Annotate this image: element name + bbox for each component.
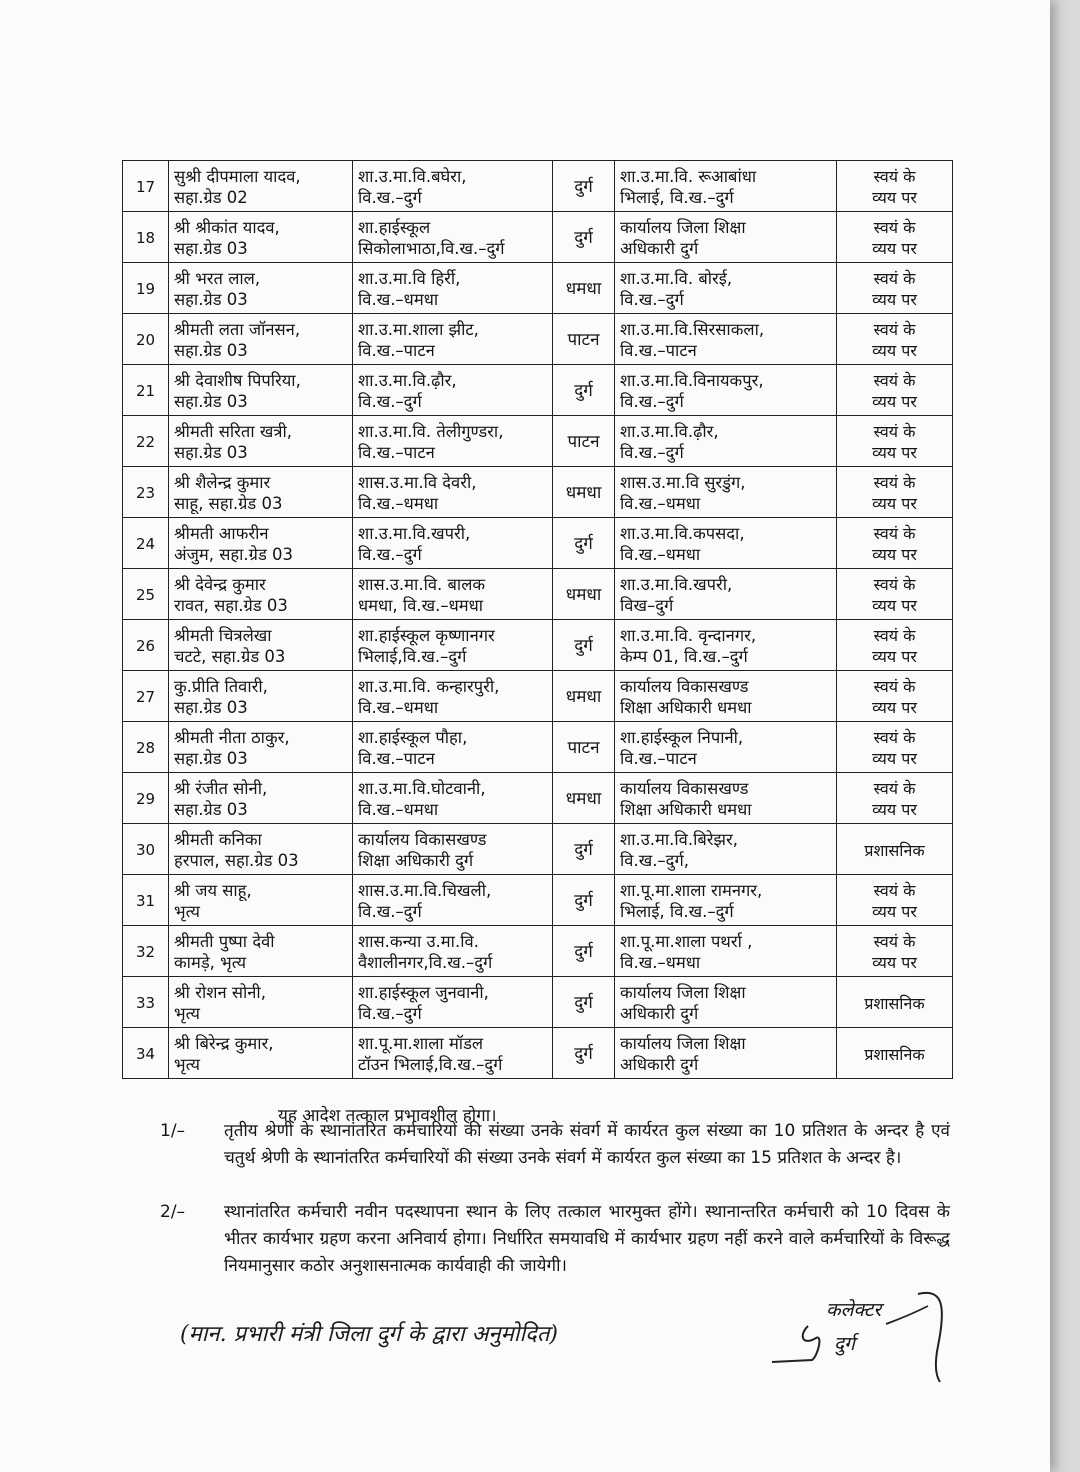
cell-line: श्री श्रीकांत यादव, bbox=[174, 218, 280, 237]
cell-line: श्री देवाशीष पिपरिया, bbox=[174, 371, 301, 390]
new-posting-cell bbox=[615, 569, 837, 620]
table-row bbox=[123, 620, 953, 671]
employee-name-cell bbox=[169, 620, 353, 671]
current-posting-cell bbox=[353, 671, 553, 722]
cell-line: शिक्षा अधिकारी धमधा bbox=[620, 800, 752, 819]
transfer-reason-cell bbox=[837, 875, 953, 926]
note-1 bbox=[160, 1118, 950, 1172]
note-number: 1/– bbox=[160, 1121, 186, 1141]
cell-line: सहा.ग्रेड 03 bbox=[174, 290, 248, 309]
cell-line: शा.उ.मा.वि.विनायकपुर, bbox=[620, 371, 764, 390]
cell-line: कामड़े, भृत्य bbox=[174, 953, 247, 972]
signature-title: कलेक्टर bbox=[826, 1299, 882, 1321]
employee-name-cell bbox=[169, 773, 353, 824]
current-posting-cell bbox=[353, 875, 553, 926]
serial-number-cell: 31 bbox=[123, 875, 169, 926]
block-cell: दुर्ग bbox=[553, 212, 615, 263]
cell-line: व्यय पर bbox=[872, 443, 917, 462]
cell-line: शा.उ.मा.वि. वृन्दानगर, bbox=[620, 626, 757, 645]
new-posting-cell bbox=[615, 977, 837, 1028]
cell-line: व्यय पर bbox=[872, 800, 917, 819]
current-posting-cell bbox=[353, 977, 553, 1028]
employee-name-cell bbox=[169, 518, 353, 569]
cell-line: अंजुम, सहा.ग्रेड 03 bbox=[174, 545, 294, 564]
block-cell: दुर्ग bbox=[553, 161, 615, 212]
transfer-reason-cell bbox=[837, 467, 953, 518]
cell-line: अधिकारी दुर्ग bbox=[620, 1004, 699, 1023]
transfer-reason-cell bbox=[837, 416, 953, 467]
cell-line: व्यय पर bbox=[872, 545, 917, 564]
cell-line: सहा.ग्रेड 03 bbox=[174, 749, 248, 768]
cell-line: भृत्य bbox=[174, 902, 200, 921]
transfer-reason-cell bbox=[837, 722, 953, 773]
block-cell: धमधा bbox=[553, 467, 615, 518]
cell-line: स्वयं के bbox=[873, 728, 916, 747]
employee-name-cell bbox=[169, 263, 353, 314]
cell-line: स्वयं के bbox=[873, 932, 916, 951]
cell-line: व्यय पर bbox=[872, 647, 917, 666]
collector-signature bbox=[768, 1286, 948, 1386]
serial-number-cell: 25 bbox=[123, 569, 169, 620]
new-posting-cell bbox=[615, 773, 837, 824]
transfer-reason-cell bbox=[837, 926, 953, 977]
table-row bbox=[123, 365, 953, 416]
cell-line: भिलाई, वि.ख.–दुर्ग bbox=[620, 902, 734, 921]
employee-name-cell bbox=[169, 671, 353, 722]
employee-name-cell bbox=[169, 926, 353, 977]
table-row bbox=[123, 671, 953, 722]
table-row bbox=[123, 569, 953, 620]
new-posting-cell bbox=[615, 467, 837, 518]
cell-line: वि.ख.–दुर्ग bbox=[620, 392, 684, 411]
table-row bbox=[123, 773, 953, 824]
employee-name-cell bbox=[169, 722, 353, 773]
cell-line: भृत्य bbox=[174, 1055, 200, 1074]
transfer-reason-cell bbox=[837, 314, 953, 365]
block-cell: दुर्ग bbox=[553, 824, 615, 875]
cell-line: स्वयं के bbox=[873, 677, 916, 696]
cell-line: वि.ख.–दुर्ग bbox=[358, 188, 422, 207]
serial-number-cell: 26 bbox=[123, 620, 169, 671]
cell-line: शा.उ.मा.वि.खपरी, bbox=[620, 575, 733, 594]
cell-line: वि.ख.–दुर्ग bbox=[358, 1004, 422, 1023]
serial-number-cell: 23 bbox=[123, 467, 169, 518]
employee-name-cell bbox=[169, 1028, 353, 1079]
new-posting-cell bbox=[615, 314, 837, 365]
current-posting-cell bbox=[353, 722, 553, 773]
cell-line: चटटे, सहा.ग्रेड 03 bbox=[174, 647, 286, 666]
cell-line: स्वयं के bbox=[873, 269, 916, 288]
cell-line: प्रशासनिक bbox=[864, 1044, 925, 1064]
cell-line: भिलाई,वि.ख.–दुर्ग bbox=[358, 647, 467, 666]
table-row bbox=[123, 926, 953, 977]
block-cell: धमधा bbox=[553, 569, 615, 620]
new-posting-cell bbox=[615, 212, 837, 263]
serial-number-cell: 21 bbox=[123, 365, 169, 416]
cell-line: शा.उ.मा.वि.सिरसाकला, bbox=[620, 320, 765, 339]
block-cell: पाटन bbox=[553, 314, 615, 365]
note-text: तृतीय श्रेणी के स्थानांतरित कर्मचारियों की संख्या उनके संवर्ग में कार्यरत कुल संख्या का 10 प्रतिशत के अन्दर है एवं चतुर्थ श्रेणी के स्थानांतरित कर्मचारियों की संख्या उनके संवर्ग में कार्यरत कुल संख्या का 15 प्रतिशत के अन्दर है। bbox=[224, 1121, 950, 1168]
block-cell: दुर्ग bbox=[553, 518, 615, 569]
cell-line: वि.ख.–पाटन bbox=[620, 749, 697, 768]
current-posting-cell bbox=[353, 569, 553, 620]
serial-number-cell: 28 bbox=[123, 722, 169, 773]
block-cell: दुर्ग bbox=[553, 1028, 615, 1079]
cell-line: भृत्य bbox=[174, 1004, 200, 1023]
cell-line: स्वयं के bbox=[873, 371, 916, 390]
current-posting-cell bbox=[353, 416, 553, 467]
cell-line: स्वयं के bbox=[873, 218, 916, 237]
cell-line: वि.ख.–पाटन bbox=[620, 341, 697, 360]
cell-line: शा.उ.मा.वि.बघेरा, bbox=[358, 167, 467, 186]
table-row bbox=[123, 161, 953, 212]
cell-line: वि.ख.–धमधा bbox=[620, 953, 701, 972]
cell-line: शा.उ.मा.वि हिर्री, bbox=[358, 269, 461, 288]
block-cell: धमधा bbox=[553, 773, 615, 824]
new-posting-cell bbox=[615, 161, 837, 212]
cell-line: शा.हाईस्कूल bbox=[358, 218, 431, 237]
cell-line: व्यय पर bbox=[872, 749, 917, 768]
cell-line: व्यय पर bbox=[872, 239, 917, 258]
cell-line: व्यय पर bbox=[872, 341, 917, 360]
current-posting-cell bbox=[353, 212, 553, 263]
employee-name-cell bbox=[169, 365, 353, 416]
serial-number-cell: 29 bbox=[123, 773, 169, 824]
cell-line: शा.उ.मा.वि.घोटवानी, bbox=[358, 779, 486, 798]
current-posting-cell bbox=[353, 467, 553, 518]
cell-line: व्यय पर bbox=[872, 392, 917, 411]
new-posting-cell bbox=[615, 416, 837, 467]
new-posting-cell bbox=[615, 620, 837, 671]
cell-line: शास.कन्या उ.मा.वि. bbox=[358, 932, 479, 951]
block-cell: दुर्ग bbox=[553, 365, 615, 416]
cell-line: रावत, सहा.ग्रेड 03 bbox=[174, 596, 288, 615]
employee-name-cell bbox=[169, 416, 353, 467]
cell-line: शा.हाईस्कूल पौहा, bbox=[358, 728, 468, 747]
transfer-reason-cell bbox=[837, 518, 953, 569]
cell-line: स्वयं के bbox=[873, 320, 916, 339]
cell-line: अधिकारी दुर्ग bbox=[620, 239, 699, 258]
employee-name-cell bbox=[169, 875, 353, 926]
cell-line: सहा.ग्रेड 03 bbox=[174, 392, 248, 411]
transfer-table-body bbox=[123, 161, 953, 1079]
current-posting-cell bbox=[353, 263, 553, 314]
cell-line: वि.ख.–धमधा bbox=[358, 698, 439, 717]
serial-number-cell: 32 bbox=[123, 926, 169, 977]
transfer-reason-cell bbox=[837, 824, 953, 875]
cell-line: केम्प 01, वि.ख.–दुर्ग bbox=[620, 647, 748, 666]
cell-line: व्यय पर bbox=[872, 596, 917, 615]
block-cell: दुर्ग bbox=[553, 977, 615, 1028]
cell-line: शास.उ.मा.वि.चिखली, bbox=[358, 881, 492, 900]
cell-line: हरपाल, सहा.ग्रेड 03 bbox=[174, 851, 299, 870]
cell-line: कु.प्रीति तिवारी, bbox=[174, 677, 268, 696]
transfer-reason-cell bbox=[837, 620, 953, 671]
cell-line: सहा.ग्रेड 02 bbox=[174, 188, 248, 207]
cell-line: श्री रंजीत सोनी, bbox=[174, 779, 268, 798]
cell-line: श्रीमती लता जॉनसन, bbox=[174, 320, 301, 339]
cell-line: वि.ख.–धमधा bbox=[620, 545, 701, 564]
cell-line: व्यय पर bbox=[872, 494, 917, 513]
serial-number-cell: 30 bbox=[123, 824, 169, 875]
table-row bbox=[123, 467, 953, 518]
block-cell: दुर्ग bbox=[553, 926, 615, 977]
transfer-reason-cell bbox=[837, 263, 953, 314]
cell-line: शा.उ.मा.वि.कपसदा, bbox=[620, 524, 745, 543]
cell-line: स्वयं के bbox=[873, 524, 916, 543]
cell-line: शा.उ.मा.वि.खपरी, bbox=[358, 524, 471, 543]
employee-name-cell bbox=[169, 314, 353, 365]
cell-line: शा.हाईस्कूल जुनवानी, bbox=[358, 983, 489, 1002]
block-cell: पाटन bbox=[553, 416, 615, 467]
cell-line: शा.उ.मा.वि.बिरेझर, bbox=[620, 830, 739, 849]
table-row bbox=[123, 875, 953, 926]
cell-line: टॉउन भिलाई,वि.ख.–दुर्ग bbox=[358, 1055, 503, 1074]
table-row bbox=[123, 824, 953, 875]
cell-line: शास.उ.मा.वि देवरी, bbox=[358, 473, 477, 492]
cell-line: वि.ख.–पाटन bbox=[358, 749, 435, 768]
table-row bbox=[123, 212, 953, 263]
cell-line: श्री बिरेन्द्र कुमार, bbox=[174, 1034, 274, 1053]
cell-line: स्वयं के bbox=[873, 779, 916, 798]
serial-number-cell: 19 bbox=[123, 263, 169, 314]
table-row bbox=[123, 518, 953, 569]
employee-name-cell bbox=[169, 161, 353, 212]
cell-line: सहा.ग्रेड 03 bbox=[174, 239, 248, 258]
cell-line: शा.हाईस्कूल कृष्णानगर bbox=[358, 626, 495, 645]
new-posting-cell bbox=[615, 263, 837, 314]
table-row bbox=[123, 416, 953, 467]
cell-line: धमधा, वि.ख.–धमधा bbox=[358, 596, 484, 615]
serial-number-cell: 27 bbox=[123, 671, 169, 722]
cell-line: कार्यालय जिला शिक्षा bbox=[620, 983, 746, 1002]
cell-line: शिक्षा अधिकारी दुर्ग bbox=[358, 851, 474, 870]
transfer-reason-cell bbox=[837, 671, 953, 722]
new-posting-cell bbox=[615, 824, 837, 875]
signature-place: दुर्ग bbox=[834, 1333, 855, 1355]
cell-line: शिक्षा अधिकारी धमधा bbox=[620, 698, 752, 717]
cell-line: वि.ख.–धमधा bbox=[358, 800, 439, 819]
current-posting-cell bbox=[353, 773, 553, 824]
cell-line: व्यय पर bbox=[872, 698, 917, 717]
cell-line: वि.ख.–दुर्ग bbox=[620, 290, 684, 309]
transfer-reason-cell bbox=[837, 773, 953, 824]
new-posting-cell bbox=[615, 722, 837, 773]
table-row bbox=[123, 1028, 953, 1079]
cell-line: वि.ख.–दुर्ग bbox=[358, 392, 422, 411]
current-posting-cell bbox=[353, 1028, 553, 1079]
employee-name-cell bbox=[169, 212, 353, 263]
new-posting-cell bbox=[615, 518, 837, 569]
cell-line: कार्यालय जिला शिक्षा bbox=[620, 1034, 746, 1053]
cell-line: स्वयं के bbox=[873, 575, 916, 594]
cell-line: शा.उ.मा.वि. तेलीगुण्डरा, bbox=[358, 422, 504, 441]
cell-line: शा.पू.मा.शाला मॉडल bbox=[358, 1034, 484, 1053]
transfer-reason-cell bbox=[837, 977, 953, 1028]
table-row bbox=[123, 722, 953, 773]
transfer-reason-cell bbox=[837, 1028, 953, 1079]
cell-line: व्यय पर bbox=[872, 902, 917, 921]
cell-line: वि.ख.–दुर्ग bbox=[358, 902, 422, 921]
cell-line: शा.उ.मा.वि. कन्हारपुरी, bbox=[358, 677, 500, 696]
new-posting-cell bbox=[615, 1028, 837, 1079]
employee-name-cell bbox=[169, 569, 353, 620]
cell-line: शास.उ.मा.वि. बालक bbox=[358, 575, 486, 594]
approval-handwritten-note: (मान. प्रभारी मंत्री जिला दुर्ग के द्वारा अनुमोदित) bbox=[180, 1322, 558, 1347]
table-row bbox=[123, 977, 953, 1028]
serial-number-cell: 22 bbox=[123, 416, 169, 467]
cell-line: वैशालीनगर,वि.ख.–दुर्ग bbox=[358, 953, 493, 972]
cell-line: श्रीमती कनिका bbox=[174, 830, 262, 849]
cell-line: प्रशासनिक bbox=[864, 840, 925, 860]
block-cell: दुर्ग bbox=[553, 620, 615, 671]
serial-number-cell: 24 bbox=[123, 518, 169, 569]
block-cell: धमधा bbox=[553, 263, 615, 314]
cell-line: वि.ख.–धमधा bbox=[358, 494, 439, 513]
transfer-reason-cell bbox=[837, 365, 953, 416]
current-posting-cell bbox=[353, 926, 553, 977]
new-posting-cell bbox=[615, 365, 837, 416]
serial-number-cell: 17 bbox=[123, 161, 169, 212]
note-2 bbox=[160, 1199, 950, 1280]
cell-line: साहू, सहा.ग्रेड 03 bbox=[174, 494, 283, 513]
cell-line: कार्यालय विकासखण्ड bbox=[358, 830, 487, 849]
employee-name-cell bbox=[169, 467, 353, 518]
cell-line: वि.ख.–दुर्ग, bbox=[620, 851, 689, 870]
table-row bbox=[123, 263, 953, 314]
cell-line: व्यय पर bbox=[872, 290, 917, 309]
cell-line: श्री देवेन्द्र कुमार bbox=[174, 575, 266, 594]
cell-line: भिलाई, वि.ख.–दुर्ग bbox=[620, 188, 734, 207]
block-cell: धमधा bbox=[553, 671, 615, 722]
current-posting-cell bbox=[353, 314, 553, 365]
cell-line: वि.ख.–पाटन bbox=[358, 443, 435, 462]
cell-line: श्री रोशन सोनी, bbox=[174, 983, 266, 1002]
cell-line: श्रीमती चित्रलेखा bbox=[174, 626, 272, 645]
current-posting-cell bbox=[353, 824, 553, 875]
cell-line: वि.ख.–धमधा bbox=[358, 290, 439, 309]
cell-line: श्रीमती पुष्पा देवी bbox=[174, 932, 275, 951]
transfer-table bbox=[122, 160, 953, 1079]
transfer-reason-cell bbox=[837, 569, 953, 620]
employee-name-cell bbox=[169, 824, 353, 875]
cell-line: श्री शैलेन्द्र कुमार bbox=[174, 473, 271, 492]
cell-line: श्री भरत लाल, bbox=[174, 269, 261, 288]
serial-number-cell: 18 bbox=[123, 212, 169, 263]
current-posting-cell bbox=[353, 161, 553, 212]
cell-line: श्रीमती आफरीन bbox=[174, 524, 269, 543]
cell-line: शा.उ.मा.शाला झीट, bbox=[358, 320, 479, 339]
cell-line: स्वयं के bbox=[873, 422, 916, 441]
employee-name-cell bbox=[169, 977, 353, 1028]
cell-line: वि.ख.–पाटन bbox=[358, 341, 435, 360]
cell-line: स्वयं के bbox=[873, 167, 916, 186]
cell-line: कार्यालय जिला शिक्षा bbox=[620, 218, 746, 237]
cell-line: शा.उ.मा.वि.ढ़ौर, bbox=[620, 422, 719, 441]
cell-line: वि.ख.–धमधा bbox=[620, 494, 701, 513]
cell-line: श्रीमती नीता ठाकुर, bbox=[174, 728, 290, 747]
current-posting-cell bbox=[353, 620, 553, 671]
cell-line: श्रीमती सरिता खत्री, bbox=[174, 422, 292, 441]
cell-line: सहा.ग्रेड 03 bbox=[174, 443, 248, 462]
cell-line: अधिकारी दुर्ग bbox=[620, 1055, 699, 1074]
current-posting-cell bbox=[353, 365, 553, 416]
effective-order-line: यह आदेश तत्काल प्रभावशील होगा। bbox=[278, 1106, 497, 1126]
transfer-reason-cell bbox=[837, 212, 953, 263]
serial-number-cell: 34 bbox=[123, 1028, 169, 1079]
cell-line: स्वयं के bbox=[873, 626, 916, 645]
cell-line: कार्यालय विकासखण्ड bbox=[620, 677, 749, 696]
block-cell: पाटन bbox=[553, 722, 615, 773]
cell-line: व्यय पर bbox=[872, 188, 917, 207]
cell-line: शा.हाईस्कूल निपानी, bbox=[620, 728, 744, 747]
cell-line: विख–दुर्ग bbox=[620, 596, 674, 615]
cell-line: प्रशासनिक bbox=[864, 993, 925, 1013]
cell-line: सहा.ग्रेड 03 bbox=[174, 800, 248, 819]
cell-line: स्वयं के bbox=[873, 881, 916, 900]
cell-line: कार्यालय विकासखण्ड bbox=[620, 779, 749, 798]
cell-line: सुश्री दीपमाला यादव, bbox=[174, 167, 301, 186]
cell-line: स्वयं के bbox=[873, 473, 916, 492]
cell-line: शास.उ.मा.वि सुरडुंग, bbox=[620, 473, 746, 492]
block-cell: दुर्ग bbox=[553, 875, 615, 926]
cell-line: व्यय पर bbox=[872, 953, 917, 972]
current-posting-cell bbox=[353, 518, 553, 569]
transfer-reason-cell bbox=[837, 161, 953, 212]
serial-number-cell: 20 bbox=[123, 314, 169, 365]
new-posting-cell bbox=[615, 926, 837, 977]
cell-line: वि.ख.–दुर्ग bbox=[358, 545, 422, 564]
cell-line: शा.उ.मा.वि. रूआबांधा bbox=[620, 167, 757, 186]
cell-line: सहा.ग्रेड 03 bbox=[174, 341, 248, 360]
cell-line: शा.उ.मा.वि.ढ़ौर, bbox=[358, 371, 457, 390]
cell-line: शा.पू.मा.शाला पथर्रा , bbox=[620, 932, 753, 951]
cell-line: शा.उ.मा.वि. बोरई, bbox=[620, 269, 733, 288]
cell-line: श्री जय साहू, bbox=[174, 881, 252, 900]
cell-line: सिकोलाभाठा,वि.ख.–दुर्ग bbox=[358, 239, 505, 258]
serial-number-cell: 33 bbox=[123, 977, 169, 1028]
note-text: स्थानांतरित कर्मचारी नवीन पदस्थापना स्थान के लिए तत्काल भारमुक्त होंगे। स्थानान्तरित कर्मचारी को 10 दिवस के भीतर कार्यभार ग्रहण करना अनिवार्य होगा। निर्धारित समयावधि में कार्यभार ग्रहण नहीं करने वाले कर्मचारियों के विरूद्ध नियमानुसार कठोर अनुशासनात्मक कार्यवाही की जायेगी। bbox=[224, 1202, 950, 1276]
cell-line: सहा.ग्रेड 03 bbox=[174, 698, 248, 717]
cell-line: वि.ख.–दुर्ग bbox=[620, 443, 684, 462]
new-posting-cell bbox=[615, 875, 837, 926]
cell-line: शा.पू.मा.शाला रामनगर, bbox=[620, 881, 763, 900]
table-row bbox=[123, 314, 953, 365]
note-number: 2/– bbox=[160, 1202, 186, 1222]
new-posting-cell bbox=[615, 671, 837, 722]
